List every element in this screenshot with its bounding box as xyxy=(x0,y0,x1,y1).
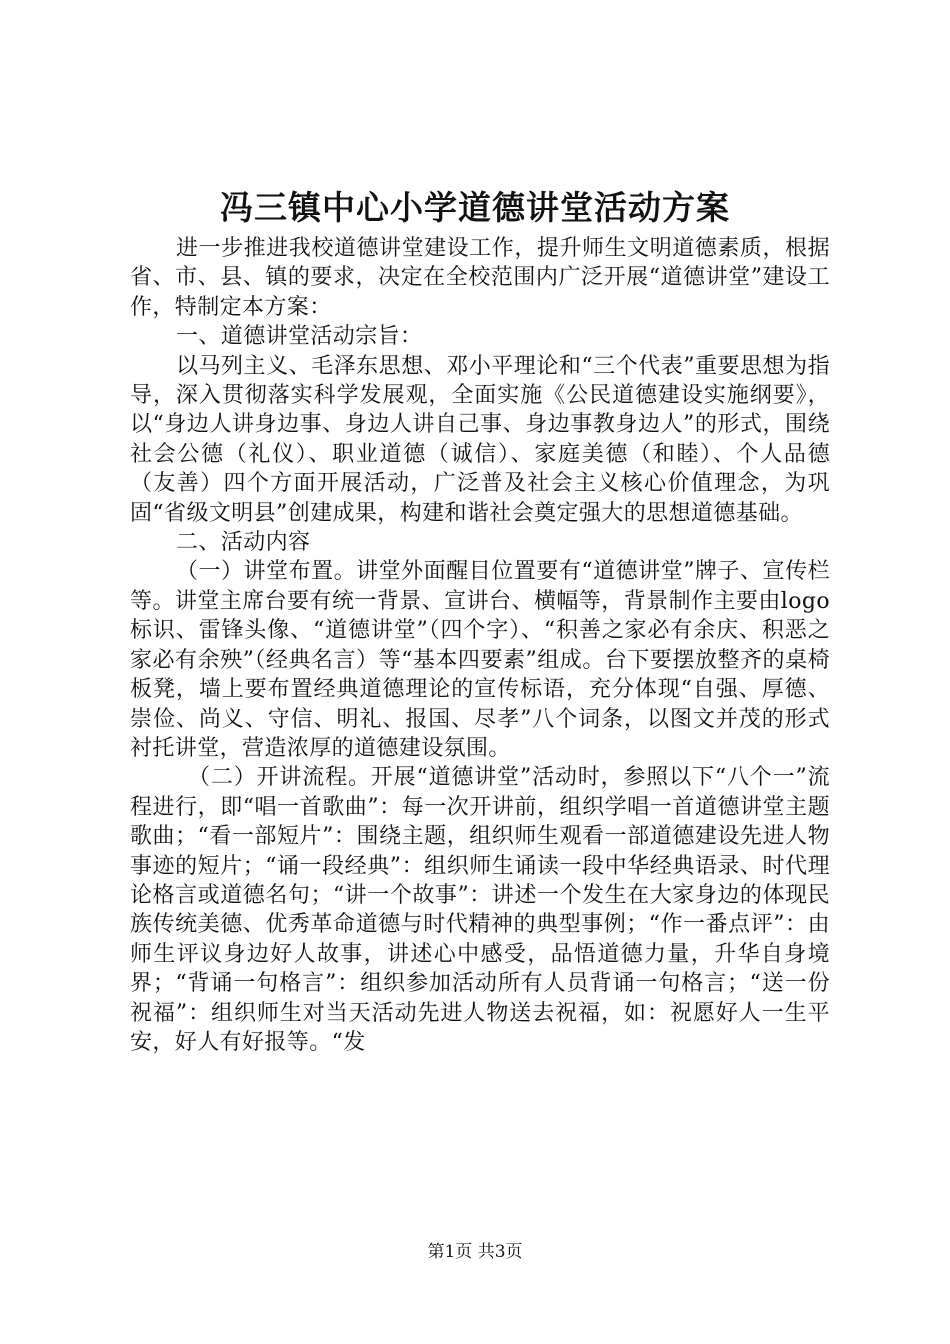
purpose-paragraph: 以马列主义、毛泽东思想、邓小平理论和“三个代表”重要思想为指导，深入贯彻落实科学发展观，全面实施《公民道德建设实施纲要》，以“身边人讲身边事、身边人讲自己事、身边事教身边人”的形式，围绕社会公德（礼仪）、职业道德（诚信）、家庭美德（和睦）、个人品德（友善）四个方面开展活动，广泛普及社会主义核心价值理念，为巩固“省级文明县”创建成果，构建和谐社会奠定强大的思想道德基础。 xyxy=(130,353,830,526)
page-number: 第1页 共3页 xyxy=(427,1242,523,1262)
document-body xyxy=(130,234,830,1057)
section-heading-purpose: 一、道德讲堂活动宗旨： xyxy=(176,324,423,350)
section-heading-content: 二、活动内容 xyxy=(176,530,311,556)
layout-paragraph: （一）讲堂布置。讲堂外面醒目位置要有“道德讲堂”牌子、宣传栏等。讲堂主席台要有统一背景、宣讲台、横幅等，背景制作主要由logo标识、雷锋头像、“道德讲堂”（四个字）、“积善之家必有余庆、积恶之家必有余殃”（经典名言）等“基本四要素”组成。台下要摆放整齐的桌椅板凳，墙上要布置经典道德理论的宣传标语，充分体现“自强、厚德、崇俭、尚义、守信、明礼、报国、尽孝”八个词条，以图文并茂的形式衬托讲堂，营造浓厚的道德建设氛围。 xyxy=(130,559,830,761)
process-paragraph: （二）开讲流程。开展“道德讲堂”活动时，参照以下“八个一”流程进行，即“唱一首歌曲”：每一次开讲前，组织学唱一首道德讲堂主题歌曲；“看一部短片”：围绕主题，组织师生观看一部道德建设先进人物事迹的短片；“诵一段经典”：组织师生诵读一段中华经典语录、时代理论格言或道德名句；“讲一个故事”：讲述一个发生在大家身边的体现民族传统美德、优秀革命道德与时代精神的典型事例；“作一番点评”：由师生评议身边好人故事，讲述心中感受，品悟道德力量，升华自身境界；“背诵一句格言”：组织参加活动所有人员背诵一句格言；“送一份祝福”：组织师生对当天活动先进人物送去祝福，如：祝愿好人一生平安，好人有好报等。“发 xyxy=(130,765,830,1055)
document-title: 冯三镇中心小学道德讲堂活动方案 xyxy=(220,188,730,227)
intro-paragraph: 进一步推进我校道德讲堂建设工作，提升师生文明道德素质，根据省、市、县、镇的要求，决定在全校范围内广泛开展“道德讲堂”建设工作，特制定本方案： xyxy=(130,236,830,320)
